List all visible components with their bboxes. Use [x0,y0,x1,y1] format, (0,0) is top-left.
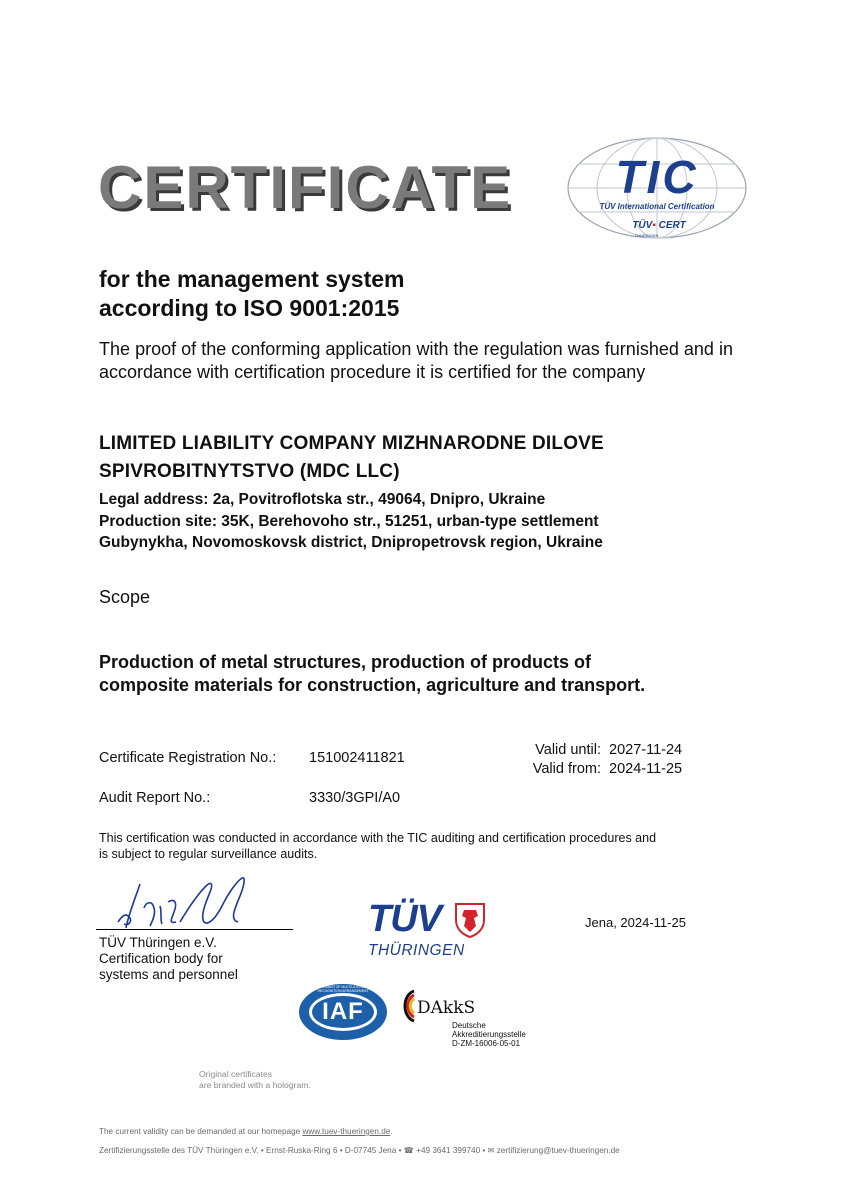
dakks-line-1: Deutsche [452,1021,486,1030]
hologram-note-line-2: are branded with a hologram. [199,1080,311,1090]
dakks-logo [398,983,538,1053]
intro-paragraph: The proof of the conforming application with the regulation was furnished and in accordance with certification procedure it is certified for the company [99,339,733,382]
footer-validity-text: The current validity can be demanded at our homepage [99,1127,301,1136]
valid-until-label: Valid until: [535,742,601,758]
registration-label: Certificate Registration No.: [99,750,277,766]
dakks-accreditation-number: D-ZM-16006-05-01 [452,1039,521,1048]
valid-until-value: 2027-11-24 [609,742,683,758]
footer-validity [99,1127,393,1136]
tuv-cert-badge: TÜV▪ CERT [632,220,686,231]
dakks-arcs-icon [398,989,416,1023]
audit-report-label: Audit Report No.: [99,790,211,806]
tuv-logo-text: TÜV [368,898,441,940]
scope-line-2: composite materials for construction, agriculture and transport. [99,675,646,695]
signatory-line-1: TÜV Thüringen e.V. [99,935,217,950]
dakks-name: DAkkS [417,998,476,1018]
statement-line-1: This certification was conducted in accordance with the TIC auditing and certification procedures and [99,831,657,845]
signature-icon [110,872,255,932]
hologram-note-line-1: Original certificates [199,1069,273,1079]
tic-logo-subtitle: TÜV International Certification [599,202,715,211]
homepage-link[interactable]: www.tuev-thueringen.de [302,1127,391,1136]
tuv-cert-brand: CERT [658,220,686,231]
footer-validity-suffix: . [390,1127,393,1136]
iaf-text: IAF [322,998,364,1025]
tuv-cert-prefix: TÜV [632,220,653,231]
audit-report-number: 3330/3GPI/A0 [309,790,401,806]
iaf-logo [298,983,388,1041]
production-site-line-2: Gubynykha, Novomoskovsk district, Dnipropetrovsk region, Ukraine [99,534,603,551]
company-name-line-2: SPIVROBITNYTSTVO (MDC LLC) [99,461,400,482]
dakks-line-2: Akkreditierungsstelle [452,1030,526,1039]
iaf-ring-text: MEMBER OF MULTILATERAL RECOGNITION ARRANGEMENT [317,985,369,993]
certificate-title: CERTIFICATE [98,154,513,221]
signatory-line-3: systems and personnel [99,967,238,982]
tuv-logo-sub: THÜRINGEN [368,942,465,959]
place-date: Jena, 2024-11-25 [585,915,686,930]
tic-logo [566,136,748,244]
scope-line-1: Production of metal structures, production of products of [99,652,592,672]
registration-number: 151002411821 [309,750,405,766]
tuv-cert-small: THÜRINGEN [634,233,659,238]
tuv-thueringen-logo [368,900,490,962]
footer-address: Zertifizierungsstelle des TÜV Thüringen e.V. • Ernst-Ruska-Ring 6 • D-07745 Jena • ☎ +49 3641 399740 • ✉ zertifizierung@tuev-thueringen.de [99,1146,620,1155]
signature-line [96,929,293,930]
company-name-line-1: LIMITED LIABILITY COMPANY MIZHNARODNE DILOVE [99,433,604,454]
tic-logo-main: TIC [615,151,699,203]
scope-label: Scope [99,587,151,607]
signatory-line-2: Certification body for [99,951,223,966]
valid-from-label: Valid from: [532,761,601,777]
statement-line-2: is subject to regular surveillance audits. [99,847,318,861]
valid-from-value: 2024-11-25 [609,761,683,777]
legal-address: Legal address: 2a, Povitroflotska str., 49064, Dnipro, Ukraine [99,491,546,508]
heading-line-2: according to ISO 9001:2015 [99,295,400,321]
thuringia-lion-shield-icon [454,902,486,938]
heading-line-1: for the management system [99,266,405,292]
production-site-line-1: Production site: 35K, Berehovoho str., 51251, urban-type settlement [99,513,599,530]
